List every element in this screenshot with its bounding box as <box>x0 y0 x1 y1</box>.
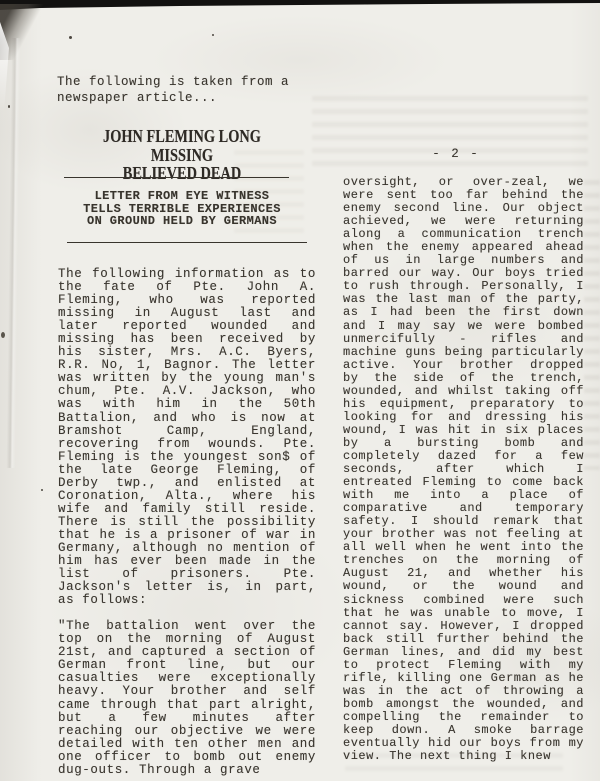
text-line: cannot say. However, I dropped <box>343 618 584 633</box>
text-line: missing in August last and <box>58 306 316 321</box>
text-line: "The battalion went over the <box>58 619 316 634</box>
ink-speck <box>1 332 5 338</box>
text-line: heavy. Your brother and self <box>58 684 316 699</box>
text-line: newspaper article... <box>57 90 218 105</box>
text-line: as follows: <box>58 593 148 608</box>
text-line: the late George Fleming, of <box>58 462 316 477</box>
text-line: your brother was not feeling at <box>343 527 584 542</box>
text-line: safety. I should remark that <box>343 514 584 529</box>
text-line: R.R. No, 1, Bagnor. The letter <box>58 358 316 373</box>
text-line: one officer to bomb out enemy <box>58 749 316 764</box>
text-line: wound, or the wound and <box>343 579 584 594</box>
article-subhead <box>47 190 317 228</box>
text-line: chum, Pte. A.V. Jackson, who <box>58 384 316 399</box>
text-line: oversight, or over-zeal, we <box>343 175 584 189</box>
paragraph <box>58 268 316 607</box>
left-column-body <box>58 268 316 777</box>
scan-edge-top <box>0 0 600 12</box>
text-line: entreated Fleming to come back <box>343 475 584 490</box>
text-line: his sister, Mrs. A.C. Byers, <box>58 345 316 360</box>
text-line: but a few minutes after <box>58 710 316 725</box>
text-line: 21st, and captured a section of <box>58 645 316 660</box>
text-line: sickness combined were such <box>343 592 584 607</box>
text-line: along a communication trench <box>343 227 584 242</box>
text-line: JOHN FLEMING LONG MISSING <box>103 126 261 165</box>
text-line: German front line, but our <box>58 658 316 673</box>
text-line: and I may say we were bombed <box>343 318 584 333</box>
article-headline <box>47 127 317 183</box>
text-line: unmercifully - rifles and <box>343 331 584 346</box>
text-line: rifle, killing one German as he <box>343 670 584 685</box>
text-line: recovering from wounds. Pte. <box>58 436 316 451</box>
text-line: bomb amongst the wounded, and <box>343 696 584 711</box>
text-line: that he is a prisoner of war in <box>58 527 316 542</box>
text-line: The following is taken from a <box>57 75 290 89</box>
text-line: trenches on the morning of <box>343 553 584 568</box>
text-line: Fleming is the youngest son$ of <box>58 449 316 464</box>
text-line: that he was unable to move, I <box>343 605 584 620</box>
text-line: active. Your brother dropped <box>343 357 584 372</box>
bleed-through-text-top-right <box>312 96 588 174</box>
text-line: completely dazed for a few <box>343 448 584 463</box>
page-number: - 2 - <box>432 147 480 161</box>
text-line: view. The next thing I knew <box>343 749 551 764</box>
text-line: looking for and dressing his <box>343 409 584 424</box>
text-line: with me into a place of <box>343 488 584 503</box>
text-line: reaching our objective we were <box>58 723 316 738</box>
text-line: later reported wounded and <box>58 319 316 334</box>
text-line: to rush through. Personally, I <box>343 279 584 294</box>
text-line: as I had been the first down <box>343 305 584 320</box>
text-line: Coronation, Alta., where his <box>58 488 316 503</box>
text-line: machine guns being particularly <box>343 344 584 359</box>
text-line: his equipment, preparatory to <box>343 396 584 411</box>
ink-speck <box>41 489 43 491</box>
divider-rule-bottom <box>67 242 307 243</box>
text-line: BELIEVED DEAD <box>122 163 242 183</box>
text-line: eventually hid our boys from my <box>343 736 584 751</box>
text-line: wounded, and whilst taking off <box>343 383 584 398</box>
paragraph <box>58 620 316 777</box>
text-line: list of prisoners. Pte. <box>58 567 316 582</box>
text-line: by the side of the trench, <box>343 370 584 385</box>
text-line: was in the act of throwing a <box>343 683 584 698</box>
paragraph <box>343 176 584 763</box>
text-line: August 21, and whether his <box>343 566 584 581</box>
text-line: wife and family still reside. <box>58 501 316 516</box>
text-line: was written by the young man's <box>58 371 316 386</box>
text-line: came through that part alright, <box>58 697 316 712</box>
text-line: him has ever been made in the <box>58 554 316 569</box>
text-line: barred our way. Our boys tried <box>343 266 584 281</box>
ink-speck <box>69 36 72 39</box>
text-line: LETTER FROM EYE WITNESS <box>94 189 270 203</box>
text-line: dug-outs. Through a grave <box>58 762 261 777</box>
text-line: wound, I was hit in six places <box>343 422 584 437</box>
text-line: detailed with ten other men and <box>58 736 316 751</box>
right-column-body <box>343 176 584 763</box>
text-line: Fleming, who was reported <box>58 293 316 308</box>
text-line: Derby twp., and enlisted at <box>58 475 316 490</box>
text-line: ON GROUND HELD BY GERMANS <box>86 214 278 229</box>
text-line: enemy second line. Our object <box>343 201 584 216</box>
text-line: keep down. A smoke barrage <box>343 722 584 737</box>
text-line: TELLS TERRIBLE EXPERIENCES <box>83 201 281 216</box>
text-line: by a bursting bomb and <box>343 435 584 450</box>
text-line: the fate of Pte. John A. <box>58 280 316 295</box>
text-line: was the last man of the party, <box>343 292 584 307</box>
text-line: missing has been received by <box>58 332 316 347</box>
ink-speck <box>8 105 10 108</box>
ink-speck <box>212 34 214 36</box>
text-line: Bramshot Camp, England, <box>58 423 316 438</box>
intro-note <box>57 75 319 106</box>
text-line: back still further behind the <box>343 631 584 646</box>
paper-crease-left <box>6 38 20 468</box>
text-line: Germany, although no mention of <box>58 540 316 555</box>
text-line: was with him in the 50th <box>58 397 316 412</box>
text-line: to protect Fleming with my <box>343 657 584 672</box>
text-line: of us in large numbers and <box>343 253 584 268</box>
text-line: The following information as to <box>58 267 316 281</box>
text-line: There is still the possibility <box>58 514 316 529</box>
text-line: seconds, after which I <box>343 462 584 477</box>
text-line: compelling the remainder to <box>343 709 584 724</box>
text-line: all well when he went into the <box>343 540 584 555</box>
text-line: achieved, we were returning <box>343 214 584 229</box>
divider-rule-top <box>64 177 289 178</box>
bleed-through-text-right-edge <box>584 180 600 470</box>
text-line: comparative and temporary <box>343 501 584 516</box>
text-line: casualties were exceptionally <box>58 671 316 686</box>
text-line: when the enemy appeared ahead <box>343 240 584 255</box>
text-line: were sent too far behind the <box>343 188 584 203</box>
text-line: German lines, and did my best <box>343 644 584 659</box>
text-line: Jackson's letter is, in part, <box>58 580 316 595</box>
text-line: top on the morning of August <box>58 632 316 647</box>
text-line: Battalion, and who is now at <box>58 410 316 425</box>
